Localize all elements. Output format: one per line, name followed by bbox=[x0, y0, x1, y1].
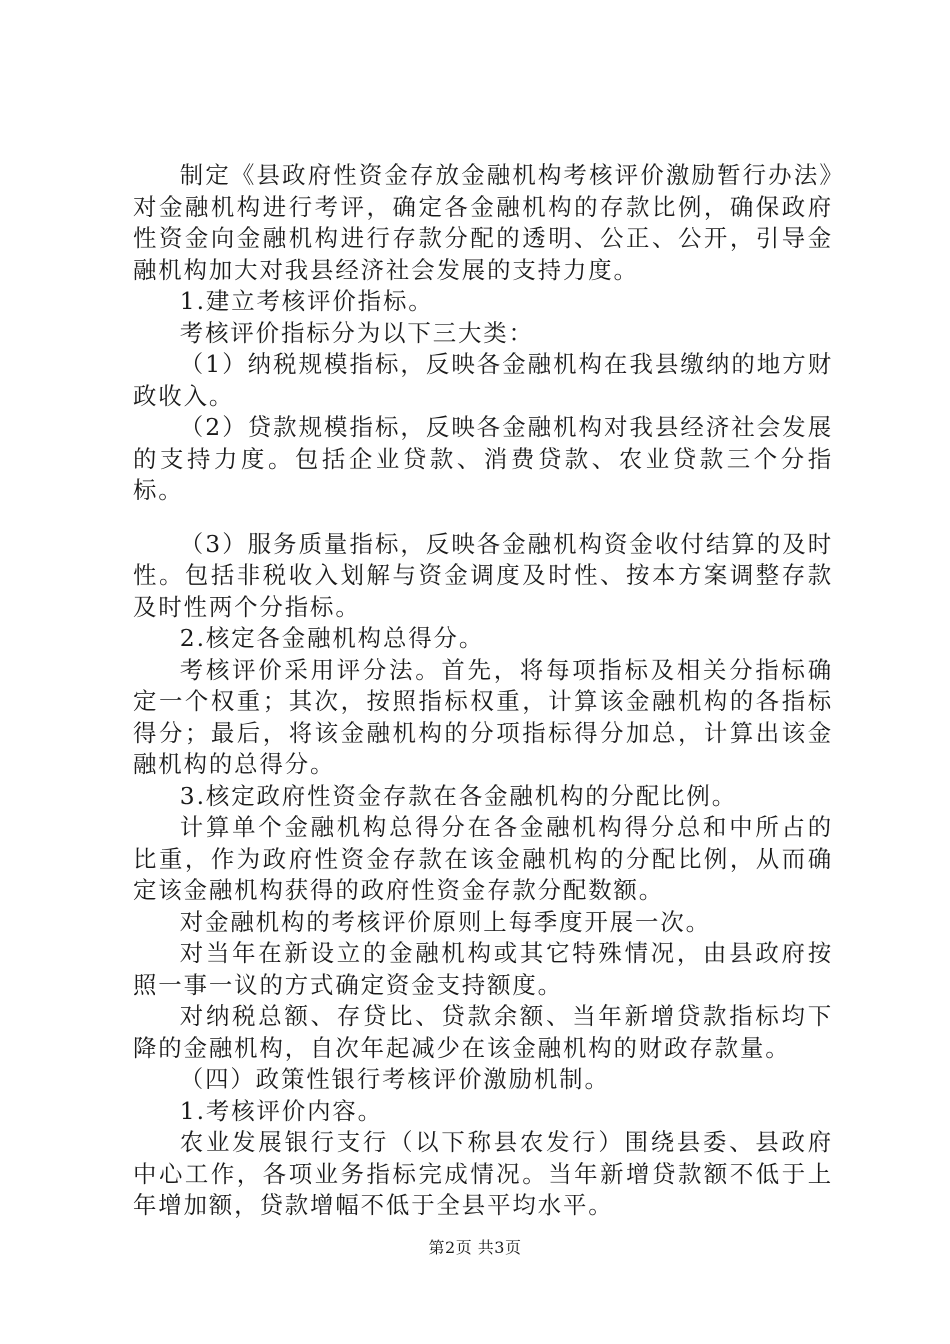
page-number: 第2页 共3页 bbox=[428, 1238, 522, 1257]
document-body bbox=[133, 160, 833, 1222]
paragraph: 对当年在新设立的金融机构或其它特殊情况，由县政府按照一事一议的方式确定资金支持额度。 bbox=[133, 939, 833, 999]
paragraph: 1.考核评价内容。 bbox=[179, 1096, 383, 1125]
paragraph: （2）贷款规模指标，反映各金融机构对我县经济社会发展的支持力度。包括企业贷款、消费贷款、农业贷款三个分指标。 bbox=[133, 413, 833, 504]
paragraph: 对纳税总额、存贷比、贷款余额、当年新增贷款指标均下降的金融机构，自次年起减少在该金融机构的财政存款量。 bbox=[133, 1002, 833, 1062]
paragraph: 制定《县政府性资金存放金融机构考核评价激励暂行办法》对金融机构进行考评，确定各金融机构的存款比例，确保政府性资金向金融机构进行存款分配的透明、公正、公开，引导金融机构加大对我县经济社会发展的支持力度。 bbox=[133, 161, 833, 284]
paragraph: 1.建立考核评价指标。 bbox=[179, 287, 434, 315]
paragraph: 2.核定各金融机构总得分。 bbox=[179, 624, 485, 652]
paragraph: 3.核定政府性资金存款在各金融机构的分配比例。 bbox=[179, 781, 738, 810]
paragraph: （1）纳税规模指标，反映各金融机构在我县缴纳的地方财政收入。 bbox=[133, 350, 833, 410]
paragraph: 考核评价采用评分法。首先，将每项指标及相关分指标确定一个权重；其次，按照指标权重，计算该金融机构的各指标得分；最后，将该金融机构的分项指标得分加总，计算出该金融机构的总得分。 bbox=[133, 655, 833, 778]
paragraph: （四）政策性银行考核评价激励机制。 bbox=[179, 1065, 610, 1093]
paragraph: 计算单个金融机构总得分在各金融机构得分总和中所占的比重，作为政府性资金存款在该金融机构的分配比例，从而确定该金融机构获得的政府性资金存款分配数额。 bbox=[133, 813, 833, 904]
paragraph: 对金融机构的考核评价原则上每季度开展一次。 bbox=[179, 907, 711, 936]
paragraph: （3）服务质量指标，反映各金融机构资金收付结算的及时性。包括非税收入划解与资金调度及时性、按本方案调整存款及时性两个分指标。 bbox=[133, 529, 833, 621]
paragraph: 农业发展银行支行（以下称县农发行）围绕县委、县政府中心工作，各项业务指标完成情况。当年新增贷款额不低于上年增加额，贷款增幅不低于全县平均水平。 bbox=[133, 1128, 833, 1219]
paragraph: 考核评价指标分为以下三大类： bbox=[179, 318, 534, 347]
